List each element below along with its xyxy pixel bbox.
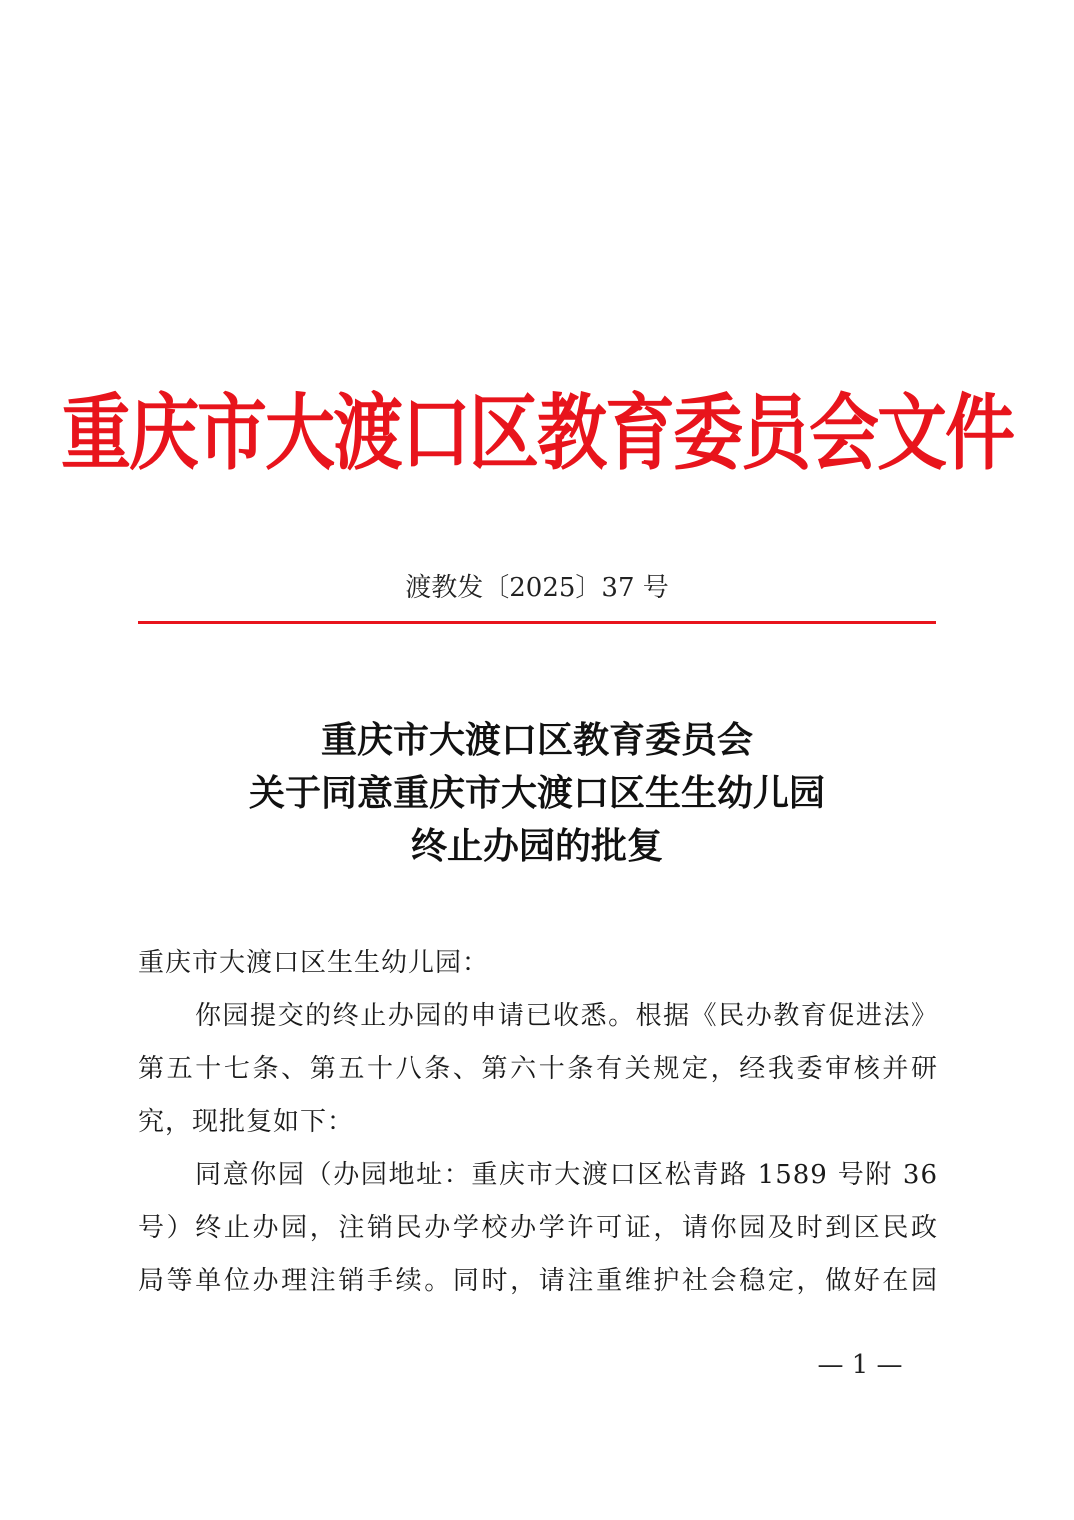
document-title (0, 714, 1074, 873)
title-line-2: 关于同意重庆市大渡口区生生幼儿园 (248, 772, 825, 814)
paragraph-2-line-2: 号）终止办园，注销民办学校办学许可证，请你园及时到区民政 (138, 1213, 938, 1243)
paragraph-1-line-3: 究，现批复如下： (138, 1107, 355, 1137)
paragraph-1-line-1: 你园提交的终止办园的申请已收悉。根据《民办教育促进法》 (195, 1001, 938, 1031)
red-divider-line (138, 621, 936, 624)
salutation: 重庆市大渡口区生生幼儿园： (138, 948, 490, 978)
document-body (138, 937, 938, 1308)
paragraph-2-line-1: 同意你园（办园地址：重庆市大渡口区松青路 1589 号附 36 (195, 1160, 938, 1190)
paragraph-1-line-2: 第五十七条、第五十八条、第六十条有关规定，经我委审核并研 (138, 1054, 938, 1084)
title-line-1: 重庆市大渡口区教育委员会 (320, 719, 753, 761)
title-line-3: 终止办园的批复 (410, 825, 663, 867)
document-masthead: 重庆市大渡口区教育委员会文件 (61, 384, 1013, 482)
document-number: 渡教发〔2025〕37 号 (405, 573, 669, 603)
paragraph-2-line-3: 局等单位办理注销手续。同时，请注重维护社会稳定，做好在园 (138, 1266, 938, 1296)
page-number: — 1 — (817, 1350, 903, 1380)
